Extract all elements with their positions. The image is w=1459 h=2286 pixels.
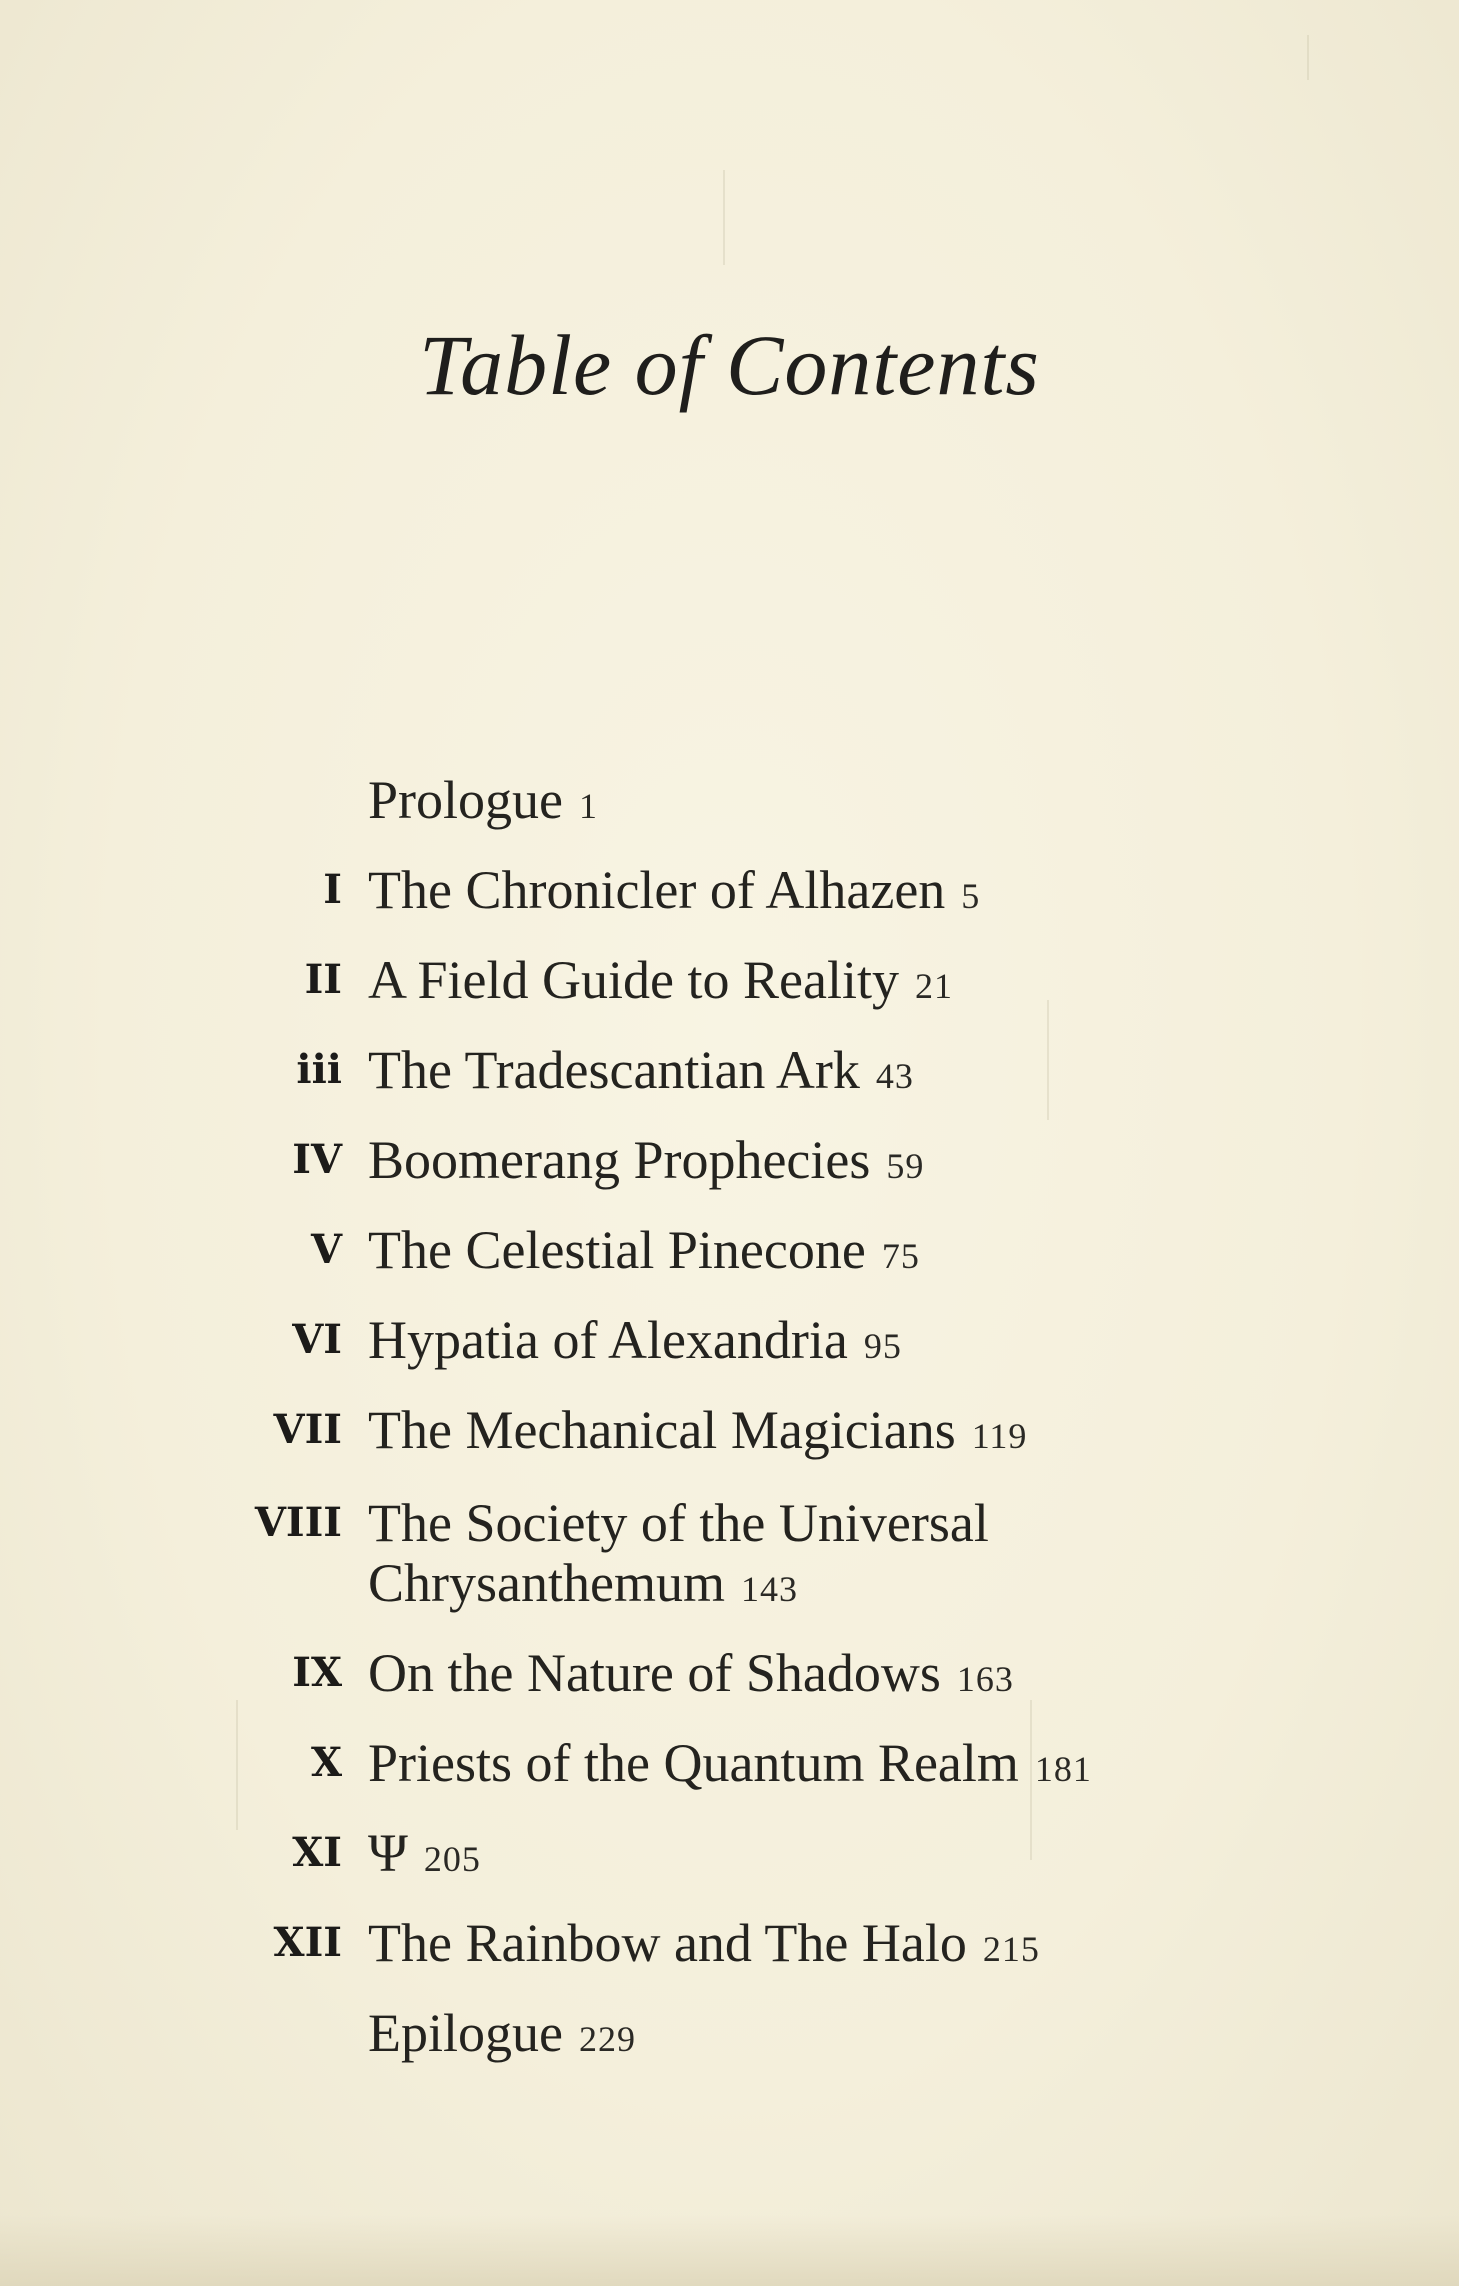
page-number: 205	[423, 1839, 481, 1879]
chapter-title: The Mechanical Magicians	[368, 1400, 956, 1460]
chapter-title-line	[368, 1813, 481, 1899]
page-number: 59	[886, 1146, 925, 1186]
chapter-title-line	[368, 940, 953, 1026]
toc-entry	[0, 1120, 1459, 1200]
page-title: Table of Contents	[419, 317, 1040, 413]
chapter-title: Prologue	[368, 770, 563, 830]
chapter-numeral: VI	[292, 1316, 342, 1363]
page-number: 163	[956, 1659, 1014, 1699]
chapter-title: The Celestial Pinecone	[368, 1220, 866, 1280]
page-number: 5	[961, 876, 981, 916]
toc-entry	[0, 1030, 1459, 1110]
chapter-title-continued: Chrysanthemum	[368, 1553, 725, 1613]
chapter-numeral: II	[304, 956, 342, 1003]
chapter-title: Ψ	[368, 1823, 408, 1883]
toc-entry	[0, 760, 1459, 840]
chapter-numeral: X	[310, 1739, 342, 1786]
page-number: 181	[1034, 1749, 1092, 1789]
chapter-numeral: iii	[296, 1046, 342, 1093]
toc-entry	[0, 1723, 1459, 1803]
chapter-title: A Field Guide to Reality	[368, 950, 899, 1010]
toc-entry	[0, 1483, 1459, 1623]
toc-entry	[0, 1210, 1459, 1290]
page-number: 21	[914, 966, 953, 1006]
chapter-title: The Rainbow and The Halo	[368, 1913, 967, 1973]
chapter-title-line	[368, 1120, 924, 1206]
chapter-title-line	[368, 1030, 914, 1116]
chapter-title: The Society of the Universal	[368, 1493, 989, 1553]
toc-entry	[0, 1903, 1459, 1983]
page-number: 229	[578, 2019, 636, 2059]
chapter-numeral: XI	[292, 1829, 342, 1876]
page-number: 143	[740, 1569, 798, 1609]
chapter-title-line	[368, 1633, 1014, 1719]
page-number: 119	[971, 1416, 1028, 1456]
toc-entry	[0, 1813, 1459, 1893]
page-number: 75	[881, 1236, 920, 1276]
chapter-title: The Tradescantian Ark	[368, 1040, 860, 1100]
chapter-title: Epilogue	[368, 2003, 563, 2063]
chapter-title: On the Nature of Shadows	[368, 1643, 941, 1703]
page-number: 215	[982, 1929, 1040, 1969]
toc-entry	[0, 1633, 1459, 1713]
chapter-title: Hypatia of Alexandria	[368, 1310, 848, 1370]
chapter-title-line	[368, 1300, 902, 1386]
paper-crease	[723, 170, 725, 265]
chapter-title-line	[368, 850, 980, 936]
page-number: 43	[875, 1056, 914, 1096]
toc-entry	[0, 940, 1459, 1020]
chapter-title-line	[368, 1390, 1027, 1476]
chapter-title: The Chronicler of Alhazen	[368, 860, 946, 920]
chapter-numeral: V	[310, 1226, 342, 1273]
chapter-numeral: VIII	[254, 1499, 342, 1546]
toc-entry	[0, 1390, 1459, 1470]
toc-entry	[0, 1993, 1459, 2073]
page-edge-shadow	[0, 2215, 1459, 2286]
chapter-numeral: I	[323, 866, 342, 913]
chapter-title-line	[368, 1210, 920, 1296]
chapter-title: Priests of the Quantum Realm	[368, 1733, 1019, 1793]
page-number: 95	[863, 1326, 902, 1366]
chapter-title-line	[368, 760, 598, 846]
toc-entry	[0, 850, 1459, 930]
page-number: 1	[579, 786, 598, 826]
chapter-title-line	[368, 1903, 1040, 1989]
chapter-title-line	[368, 1493, 989, 1619]
chapter-title: Boomerang Prophecies	[368, 1130, 871, 1190]
toc-entry	[0, 1300, 1459, 1380]
chapter-title-line	[368, 1993, 636, 2079]
chapter-numeral: VII	[273, 1406, 342, 1453]
chapter-numeral: XII	[273, 1919, 342, 1966]
paper-crease	[1307, 35, 1309, 80]
chapter-numeral: IX	[292, 1649, 342, 1696]
chapter-title-line	[368, 1723, 1092, 1809]
chapter-numeral: IV	[292, 1136, 342, 1183]
